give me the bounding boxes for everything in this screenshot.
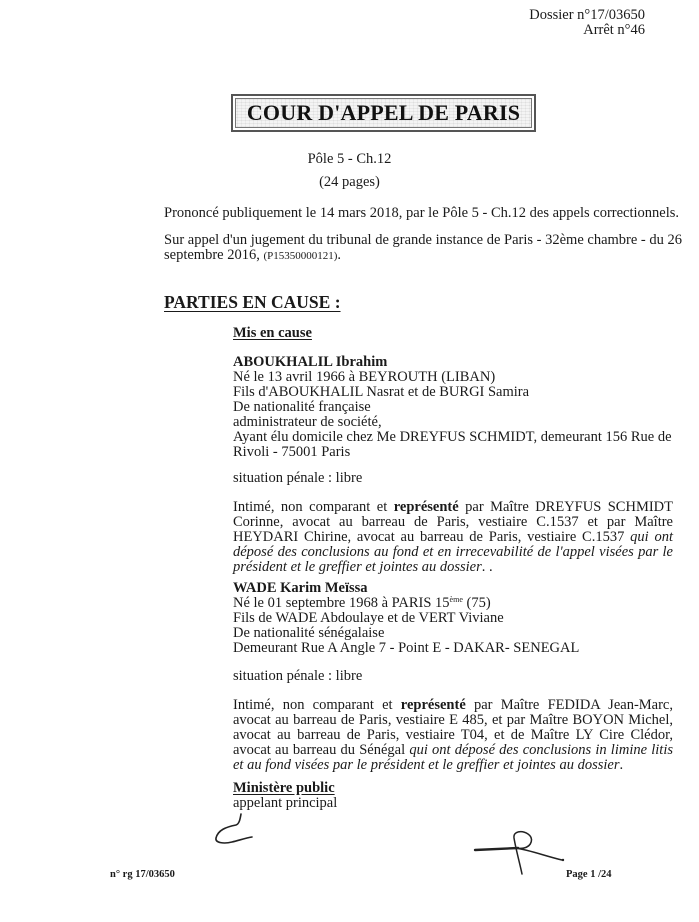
pronounced-statement: Prononcé publiquement le 14 mars 2018, par le Pôle 5 - Ch.12 des appels correctionnels. xyxy=(164,205,680,221)
rep-prefix: Intimé, non comparant et xyxy=(233,697,401,713)
pole-chamber: Pôle 5 - Ch.12 xyxy=(307,151,392,167)
court-title-box xyxy=(231,94,536,132)
rep-lawyers: par Maître DREYFUS SCHMIDT Corinne, avocat au barreau de Paris, vestiaire C.1537 et par Maître HEYDARI Chirine, avocat au barreau de Paris, vestiaire C.1537 xyxy=(233,499,673,545)
party-situation: situation pénale : libre xyxy=(233,668,363,684)
party-parents: Fils de WADE Abdoulaye et de VERT Viviane xyxy=(233,610,504,626)
party-parents: Fils d'ABOUKHALIL Nasrat et de BURGI Samira xyxy=(233,384,530,400)
ministere-public-label: Ministère public xyxy=(233,780,335,796)
party-name: ABOUKHALIL Ibrahim xyxy=(233,354,388,370)
appeal-line-1: Sur appel d'un jugement du tribunal de grande instance de Paris - 32ème chambre - du 26 xyxy=(164,232,683,248)
birth-text: Né le 01 septembre 1968 à PARIS 15 xyxy=(233,595,450,611)
rep-suffix: . . xyxy=(481,559,493,575)
rep-lawyers: par Maître FEDIDA Jean-Marc, avocat au barreau de Paris, vestiaire E 485, et par Maître BOYON Michel, avocat au barreau de Paris, vestiaire T04, et de Maître LY Cire Clédor, avocat au barreau du Sénégal xyxy=(233,697,673,758)
right-signature-icon xyxy=(470,828,580,883)
document-header-reference xyxy=(529,8,645,38)
appeal-period: . xyxy=(337,247,342,263)
appeal-date: septembre 2016, xyxy=(164,247,264,263)
appeal-line-2 xyxy=(164,248,694,264)
party-nationality: De nationalité sénégalaise xyxy=(233,625,385,641)
party-situation: situation pénale : libre xyxy=(233,470,363,486)
rep-conclusions: qui ont déposé des conclusions au fond et en irrecevabilité de l'appel visées par le président et le greffier et jointes au dossier xyxy=(233,529,673,575)
party-representation xyxy=(233,500,673,575)
page-count: (24 pages) xyxy=(319,174,380,190)
party-address: Demeurant Rue A Angle 7 - Point E - DAKAR- SENEGAL xyxy=(233,640,580,656)
rep-bold: représenté xyxy=(400,697,466,713)
party-domicile-cont: Rivoli - 75001 Paris xyxy=(233,444,351,460)
appeal-statement xyxy=(164,233,694,264)
party-nationality: De nationalité française xyxy=(233,399,371,415)
party-domicile: Ayant élu domicile chez Me DREYFUS SCHMIDT, demeurant 156 Rue de xyxy=(233,429,672,445)
party-representation xyxy=(233,698,673,773)
dossier-number: Dossier n°17/03650 xyxy=(529,7,645,23)
party-birth: Né le 13 avril 1966 à BEYROUTH (LIBAN) xyxy=(233,369,496,385)
rep-suffix: . xyxy=(619,757,624,773)
arret-number: Arrêt n°46 xyxy=(583,22,645,38)
ministere-public-role: appelant principal xyxy=(233,795,338,811)
section-title-parties: PARTIES EN CAUSE : xyxy=(164,292,341,312)
appeal-reference: (P15350000121) xyxy=(263,250,338,262)
party-wade xyxy=(233,581,673,656)
party-aboukhalil xyxy=(233,355,673,460)
party-name: WADE Karim Meïssa xyxy=(233,580,368,596)
court-title: COUR D'APPEL DE PARIS xyxy=(246,100,521,125)
party-birth xyxy=(233,596,673,611)
footer-rg-number: n° rg 17/03650 xyxy=(110,869,175,880)
birth-dept: (75) xyxy=(462,595,491,611)
left-signature-icon xyxy=(196,810,256,850)
rep-conclusions: qui ont déposé des conclusions in limine litis et au fond visées par le président et le greffier et jointes au dossier xyxy=(233,742,673,773)
rep-prefix: Intimé, non comparant et xyxy=(233,499,394,515)
party-occupation: administrateur de société, xyxy=(233,414,382,430)
mis-en-cause-label: Mis en cause xyxy=(233,325,312,341)
rep-bold: représenté xyxy=(393,499,459,515)
birth-sup: ème xyxy=(449,595,463,604)
footer-page-number: Page 1 /24 xyxy=(566,869,612,880)
